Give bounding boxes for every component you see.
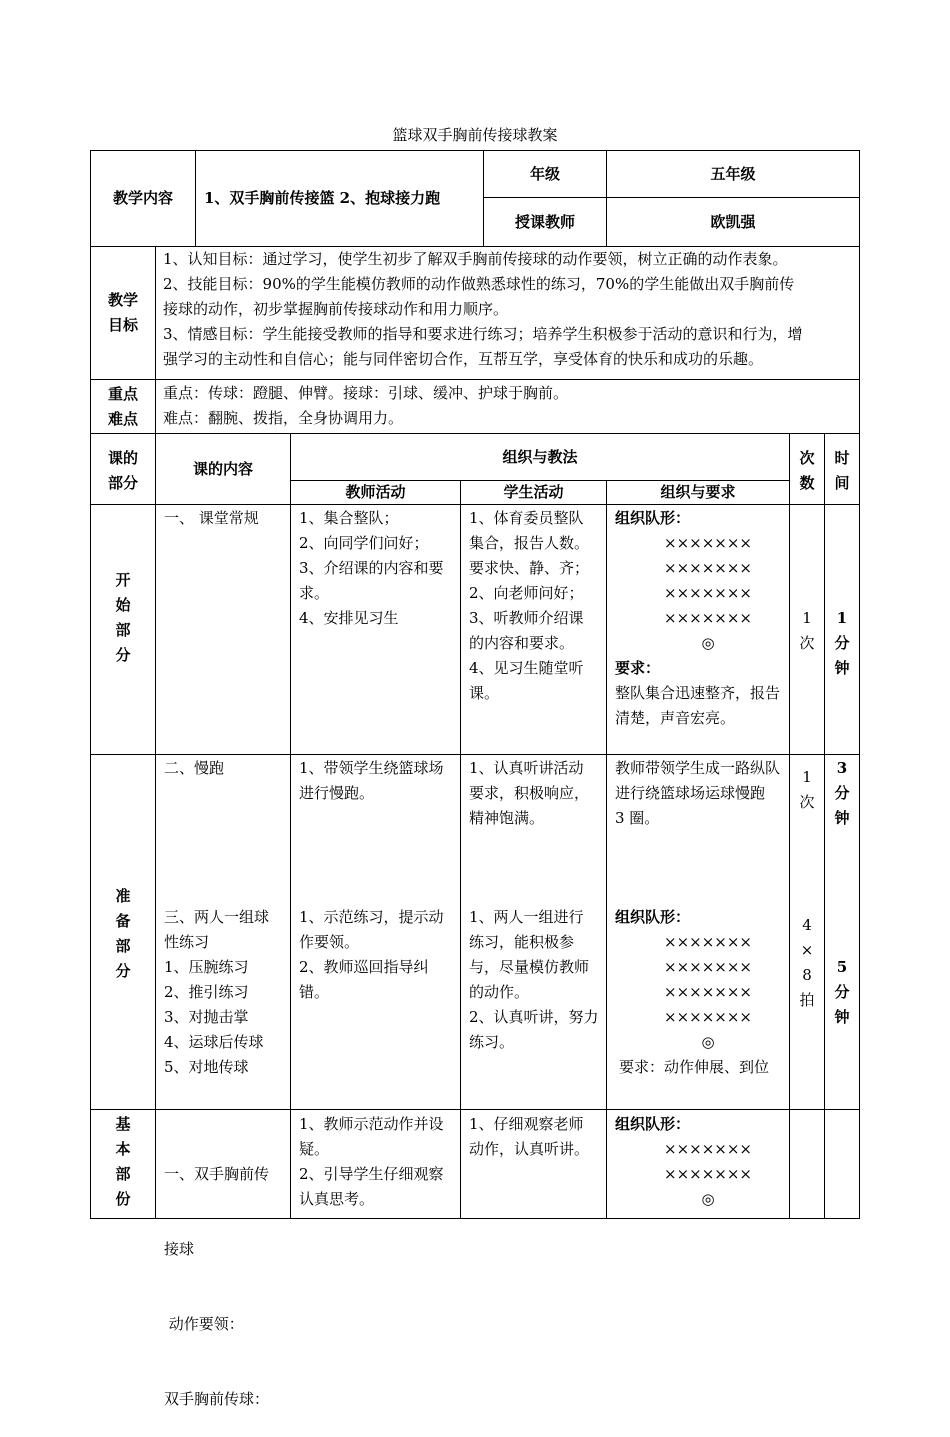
start-formation-label: 组织队形：: [615, 509, 691, 527]
teacher-activity-header: 教师活动: [345, 483, 406, 501]
basic-formation-label: 组织队形：: [615, 1115, 691, 1133]
start-req-label: 要求：: [615, 659, 661, 677]
start-teacher-activity: 1、集合整队； 2、向同学们问好； 3、介绍课的内容和要 求。 4、安排见习生: [299, 509, 444, 627]
prep-content-a: 二、慢跑: [164, 759, 225, 777]
objective-line: 2、技能目标：90%的学生能模仿教师的动作做熟悉球性的练习，70%的学生能做出双手胸前传: [163, 275, 795, 293]
keypoint-line: 重点：传球：蹬腿、伸臂。接球：引球、缓冲、护球于胸前。: [163, 384, 569, 402]
prep-req-b: 要求：动作伸展、到位: [619, 1058, 770, 1076]
prep-content-b: 三、两人一组球 性练习 1、压腕练习 2、推引练习 3、对抛击掌 4、运球后传球 5、对地传球: [164, 908, 270, 1076]
start-content: 一、 课堂常规: [164, 509, 259, 527]
prep-times-a: 1 次: [799, 768, 815, 811]
basic-teacher-activity: 1、教师示范动作并设 疑。 2、引导学生仔细观察 认真思考。: [299, 1115, 444, 1208]
part-prep: 准 备 部 分: [115, 887, 131, 980]
content-label: 教学内容: [112, 189, 173, 207]
student-activity-header: 学生活动: [503, 483, 564, 501]
basic-content: 一、双手胸前传 接球 动作要领： 双手胸前传球：: [164, 1165, 270, 1408]
objective-line: 3、情感目标：学生能接受教师的指导和要求进行练习；培养学生积极参于活动的意识和行为，增: [163, 325, 803, 343]
content-header: 课的内容: [192, 459, 253, 478]
requirements-header: 组织与要求: [660, 483, 736, 501]
part-basic: 基 本 部 份: [115, 1115, 131, 1208]
grade-value: 五年级: [710, 164, 756, 183]
prep-formation-label: 组织队形：: [615, 908, 691, 926]
basic-student-activity: 1、仔细观察老师 动作，认真听讲。: [469, 1115, 590, 1158]
start-student-activity: 1、体育委员整队 集合，报告人数。 要求快、静、齐； 2、向老师问好； 3、听教师介绍课 的内容和要求。 4、见习生随堂听 课。: [469, 509, 590, 702]
prep-times-b: 4 × 8 拍: [799, 916, 815, 1009]
objectives-text: [163, 247, 858, 372]
time-header: 时 间: [834, 449, 850, 492]
start-time: 1 分 钟: [834, 609, 850, 677]
keypoints-label: 重点 难点: [107, 385, 138, 428]
objective-line: 强学习的主动性和自信心；能与同伴密切合作，互帮互学，享受体育的快乐和成功的乐趣。: [163, 350, 764, 368]
prep-student-b: 1、两人一组进行 练习，能积极参 与，尽量模仿教师 的动作。 2、认真听讲，努力 练习。: [469, 908, 599, 1051]
keypoints-text: [163, 381, 853, 431]
start-times: 1 次: [799, 609, 815, 652]
org-header: 组织与教法: [502, 447, 578, 466]
content-value: 1、双手胸前传接篮 2、抱球接力跑: [204, 189, 441, 207]
grade-label: 年级: [529, 164, 560, 183]
prep-time-a: 3 分 钟: [834, 759, 850, 827]
start-req-text: 整队集合迅速整齐，报告 清楚，声音宏亮。: [615, 684, 781, 727]
prep-teacher-a: 1、带领学生绕篮球场 进行慢跑。: [299, 759, 444, 802]
prep-req-a: 教师带领学生成一路纵队 进行绕篮球场运球慢跑 3 圈。: [615, 759, 781, 827]
prep-time-b: 5 分 钟: [834, 958, 850, 1026]
prep-teacher-b: 1、示范练习，提示动 作要领。 2、教师巡回指导纠 错。: [299, 908, 444, 1001]
teacher-value: 欧凯强: [710, 212, 756, 231]
times-header: 次 数: [799, 449, 815, 492]
objectives-label: 教学 目标: [107, 291, 138, 334]
keypoint-line: 难点：翻腕、拨指，全身协调用力。: [163, 409, 404, 427]
teacher-label: 授课教师: [514, 212, 575, 231]
start-formation: ××××××× ××××××× ××××××× ××××××× ◎: [664, 534, 752, 652]
prep-student-a: 1、认真听讲活动 要求，积极响应， 精神饱满。: [469, 759, 590, 827]
objective-line: 接球的动作，初步掌握胸前传接球动作和用力顺序。: [163, 300, 509, 318]
part-header: 课的 部分: [107, 449, 138, 492]
basic-formation: ××××××× ××××××× ◎: [664, 1140, 752, 1208]
objective-line: 1、认知目标：通过学习，使学生初步了解双手胸前传接球的动作要领，树立正确的动作表象。: [163, 250, 788, 268]
document-title: 篮球双手胸前传接球教案: [392, 126, 558, 144]
prep-formation: ××××××× ××××××× ××××××× ××××××× ◎: [664, 933, 752, 1051]
part-start: 开 始 部 分: [115, 571, 131, 664]
